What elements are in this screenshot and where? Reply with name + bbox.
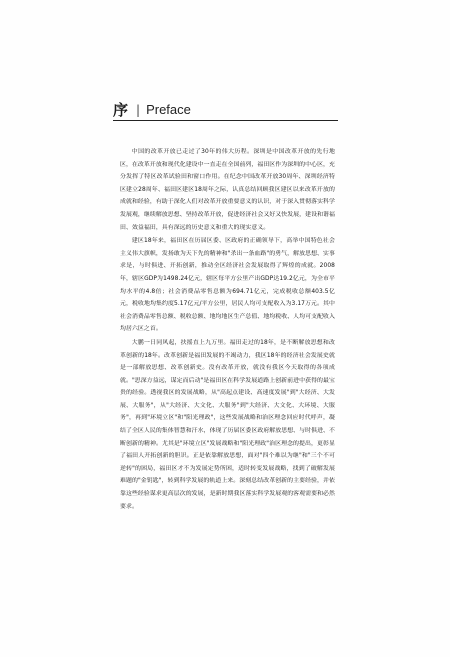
paragraph-1: 中国的改革开放已走过了30年的伟大历程。深圳是中国改革开放的先行地区，在改革开放和现代化建设中一直走在全国前列，福田区作为深圳的中心区，充分发挥了特区改革试验田和窗口作用。在纪念中国改革开放30周年、深圳经济特区建立28周年、福田区建区18周年之际，认真总结回顾我区建区以来改革开放的成就和经验，有助于深化人们对改革开放重要意义的认识，对于深入贯彻落实科学发展观，继续解放思想、坚持改革开放，促进经济社会又好又快发展，建设和谐福田、效益福田，具有深远的历史意义和重大的现实意义。 bbox=[120, 149, 335, 231]
preface-header bbox=[113, 99, 191, 120]
header-separator: | bbox=[136, 102, 141, 117]
paragraph-3: 大鹏一日同风起，扶摇直上九万里。福田走过的18年，是不断解放思想和改革创新的18年。改革创新是福田发展的不竭动力，我区18年的经济社会发展史就是一部解放思想、改革创新史。没有改革开放，就没有我区今天取得的各项成就。"思深方益远，谋定而后动"是福田区在科学发展道路上创新前进中获得的最宝贵的经验。透视我区的发展战略，从"高起点建设、高速度发展"到"大经济、大发展、大服务"，从"大经济、大文化、大服务"到"大经济、大文化、大环境、大服务"，再到"环境立区"和"阳光理政"，这些发展战略和治区理念回应时代呼声，凝结了全区人民的集体智慧和汗水，体现了历届区委区政府解放思想、与时俱进、不断创新的精神。尤其是"环境立区"发展战略和"阳光理政"治区理念的提出，更彰显了福田人开拓创新的胆识。正是依靠解放思想，面对"四个难以为继"和"三个不可逆转"的困局，福田区才不为发展定势所困，适时转变发展战略，找到了破解发展难题的"金钥匙"，转到科学发展的轨道上来。深刻总结改革创新的主要经验，并依靠这些经验谋求更高层次的发展，是新时期我区落实科学发展观的客观需要和必然要求。 bbox=[120, 339, 335, 510]
paragraph-2: 建区18年来，福田区在历届区委、区政府的正确领导下，高举中国特色社会主义伟大旗帜，发扬敢为天下先的精神和"杀出一条血路"的勇气，解放思想、实事求是，与时俱进、开拓创新，推动全区经济社会发展取得了辉煌的成就。2008年，辖区GDP为1498.24亿元，辖区每平方公里产出GDP达19.2亿元，为全市平均水平的4.8倍；社会消费品零售总额为694.71亿元，完成税收总额403.5亿元，税收地均集约度5.17亿元/平方公里，居民人均可支配收入为3.17万元。其中社会消费品零售总额、税收总额、地均地区生产总值、地均税收、人均可支配收入均居六区之首。 bbox=[120, 238, 335, 333]
header-rule bbox=[113, 120, 338, 121]
header-title-en: Preface bbox=[146, 102, 191, 117]
header-title-cn: 序 bbox=[113, 101, 130, 119]
preface-body bbox=[120, 146, 335, 514]
